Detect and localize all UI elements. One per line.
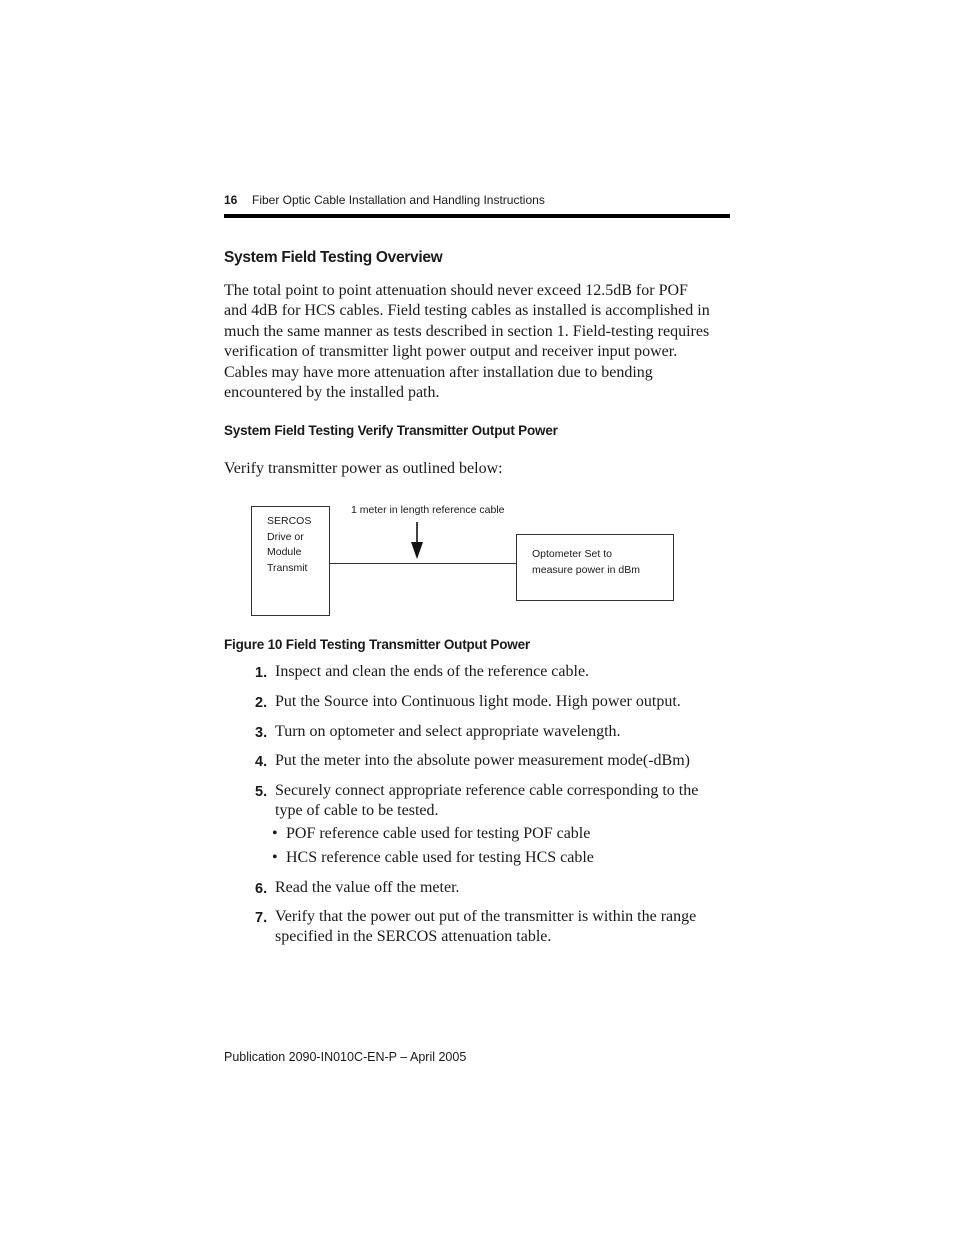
step-number: 2.	[255, 695, 268, 711]
step-number: 3.	[255, 725, 268, 741]
step-text-line: specified in the SERCOS attenuation table.	[275, 928, 552, 946]
figure-caption: Figure 10 Field Testing Transmitter Output Power	[224, 637, 530, 652]
bullet-text: HCS reference cable used for testing HCS cable	[286, 849, 594, 866]
step-number: 4.	[255, 754, 268, 770]
step-text: Put the Source into Continuous light mode. High power output.	[275, 693, 681, 710]
step-text: Inspect and clean the ends of the reference cable.	[275, 663, 590, 680]
cable-label: 1 meter in length reference cable	[351, 504, 505, 516]
header-rule	[224, 214, 730, 218]
optometer-label-line: Optometer Set to	[532, 548, 612, 560]
intro-line: and 4dB for HCS cables. Field testing cables as installed is accomplished in	[224, 302, 710, 320]
sercos-transmit-box	[251, 506, 330, 616]
sercos-label-line: Transmit	[267, 561, 308, 574]
step-number: 6.	[255, 881, 268, 897]
intro-line: encountered by the installed path.	[224, 384, 440, 402]
page-number: 16	[224, 193, 238, 207]
sercos-label-line: SERCOS	[267, 515, 312, 527]
reference-cable-line	[329, 563, 516, 564]
section-title: System Field Testing Overview	[224, 249, 443, 266]
bullet-icon: •	[272, 825, 278, 842]
step-number: 7.	[255, 910, 268, 926]
step-text: Turn on optometer and select appropriate wavelength.	[275, 723, 621, 740]
step-text-line: Verify that the power out put of the transmitter is within the range	[275, 908, 697, 925]
optometer-box	[516, 534, 674, 601]
optometer-box-label	[532, 546, 640, 578]
header-title: Fiber Optic Cable Installation and Handling Instructions	[252, 193, 545, 207]
running-header	[224, 191, 730, 211]
subsection-title: System Field Testing Verify Transmitter Output Power	[224, 423, 558, 438]
sercos-label-line: Module	[267, 546, 302, 558]
step-text: Put the meter into the absolute power measurement mode(-dBm)	[275, 752, 690, 769]
intro-paragraph	[224, 281, 734, 403]
bullet-text: POF reference cable used for testing POF cable	[286, 825, 591, 842]
intro-line: The total point to point attenuation should never exceed 12.5dB for POF	[224, 282, 688, 299]
down-arrow-icon	[410, 522, 424, 560]
test-diagram	[240, 498, 690, 626]
sercos-label-line: Drive or	[267, 530, 304, 543]
verify-text: Verify transmitter power as outlined below:	[224, 460, 503, 477]
optometer-label-line: measure power in dBm	[532, 564, 640, 576]
intro-line: Cables may have more attenuation after installation due to bending	[224, 363, 653, 381]
step-number: 1.	[255, 665, 268, 681]
step-text-line: Securely connect appropriate reference cable corresponding to the	[275, 782, 699, 799]
bullet-icon: •	[272, 849, 278, 866]
step-text-line: type of cable to be tested.	[275, 802, 439, 820]
step-number: 5.	[255, 784, 268, 800]
intro-line: verification of transmitter light power output and receiver input power.	[224, 343, 678, 361]
step-text	[275, 907, 725, 948]
sercos-box-label	[267, 514, 311, 576]
step-text	[275, 781, 725, 822]
intro-line: much the same manner as tests described in section 1. Field-testing requires	[224, 322, 710, 340]
publication-footer: Publication 2090-IN010C-EN-P – April 2005	[224, 1050, 467, 1064]
step-text: Read the value off the meter.	[275, 879, 460, 896]
